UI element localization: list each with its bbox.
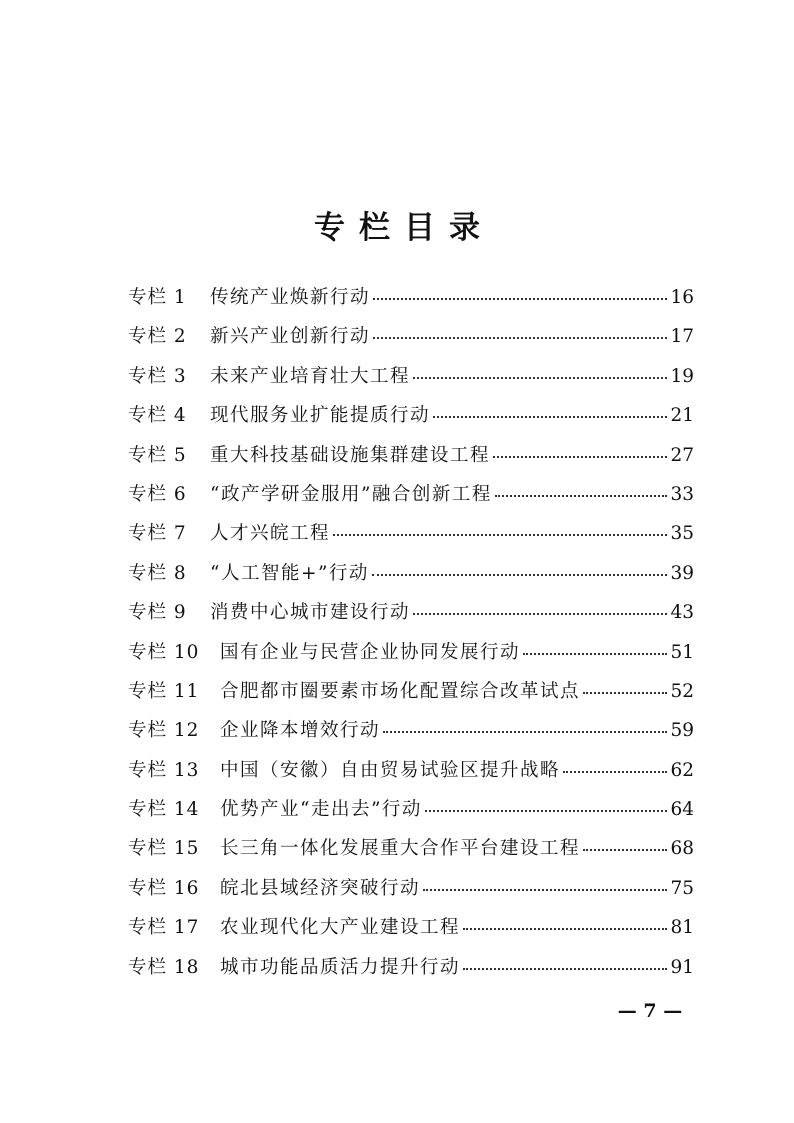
dot-leader [413, 377, 667, 379]
toc-entry-page: 35 [670, 523, 694, 545]
toc-entry[interactable] [128, 283, 694, 322]
toc-entry-label: 专栏 13 [128, 759, 200, 781]
toc-entry-label: 专栏 16 [128, 877, 200, 899]
toc-entry-title: 新兴产业创新行动 [210, 326, 371, 348]
toc-entry-page: 52 [670, 680, 694, 702]
toc-entry-page: 91 [670, 956, 694, 978]
toc-entry[interactable] [128, 638, 694, 677]
toc-entry[interactable] [128, 874, 694, 913]
toc-entry-title: “人工智能+”行动 [210, 562, 369, 584]
toc-entry-label: 专栏 8 [128, 562, 187, 584]
toc-entry-title: 合肥都市圈要素市场化配置综合改革试点 [220, 680, 581, 702]
dot-leader [493, 456, 667, 458]
toc-entry-label: 专栏 9 [128, 602, 187, 624]
toc-entry-label: 专栏 2 [128, 326, 187, 348]
toc-entry[interactable] [128, 480, 694, 519]
toc-entry-page: 16 [670, 287, 694, 308]
toc-entry[interactable] [128, 598, 694, 637]
toc-entry[interactable] [128, 362, 694, 401]
toc-entry[interactable] [128, 834, 694, 873]
dot-leader [583, 692, 667, 694]
toc-entry-page: 75 [670, 877, 694, 899]
page-title: 专栏目录 [314, 210, 494, 246]
toc-entry-label: 专栏 10 [128, 641, 200, 663]
toc-entry[interactable] [128, 401, 694, 440]
toc-entry-label: 专栏 7 [128, 523, 187, 545]
dot-leader [373, 337, 667, 339]
toc-entry-label: 专栏 15 [128, 838, 200, 860]
toc-entry-title: 未来产业培育壮大工程 [210, 365, 411, 387]
dot-leader [372, 574, 668, 576]
toc-entry[interactable] [128, 559, 694, 598]
toc-entry-page: 59 [670, 720, 694, 742]
toc-entry-title: 国有企业与民营企业协同发展行动 [220, 641, 521, 663]
toc-entry[interactable] [128, 913, 694, 952]
toc-entry-title: 优势产业“走出去”行动 [220, 799, 422, 821]
toc-entry-title: 人才兴皖工程 [210, 523, 331, 545]
dot-leader [383, 731, 667, 733]
toc-entry-label: 专栏 6 [128, 483, 187, 505]
toc-entry-title: 长三角一体化发展重大合作平台建设工程 [220, 838, 581, 860]
dot-leader [523, 653, 667, 655]
table-of-contents [128, 283, 694, 992]
dot-leader [425, 810, 668, 812]
toc-entry-label: 专栏 17 [128, 917, 200, 939]
dot-leader [463, 968, 667, 970]
toc-entry-label: 专栏 3 [128, 365, 187, 387]
toc-entry-label: 专栏 5 [128, 444, 187, 466]
toc-entry-page: 19 [670, 365, 694, 387]
toc-entry-title: 中国（安徽）自由贸易试验区提升战略 [220, 759, 561, 781]
toc-entry-label: 专栏 11 [128, 680, 200, 702]
toc-entry-page: 27 [670, 444, 694, 466]
toc-entry-title: “政产学研金服用”融合创新工程 [210, 483, 492, 505]
toc-entry-page: 43 [670, 602, 694, 624]
toc-entry-page: 21 [670, 405, 694, 427]
toc-entry-page: 39 [670, 562, 694, 584]
toc-entry[interactable] [128, 795, 694, 834]
toc-entry-page: 64 [670, 799, 694, 821]
toc-entry[interactable] [128, 953, 694, 992]
toc-entry-label: 专栏 4 [128, 405, 187, 427]
dot-leader [433, 416, 667, 418]
toc-entry[interactable] [128, 322, 694, 361]
toc-entry-page: 33 [670, 483, 694, 505]
toc-entry-title: 现代服务业扩能提质行动 [210, 405, 431, 427]
page-number: — 7 — [617, 1000, 683, 1022]
toc-entry[interactable] [128, 716, 694, 755]
toc-entry[interactable] [128, 756, 694, 795]
dot-leader [495, 495, 668, 497]
dot-leader [583, 849, 667, 851]
dot-leader [423, 889, 667, 891]
toc-entry-title: 农业现代化大产业建设工程 [220, 917, 461, 939]
dot-leader [463, 928, 667, 930]
dot-leader [333, 534, 667, 536]
dot-leader [563, 771, 667, 773]
toc-entry-page: 51 [670, 641, 694, 663]
toc-entry-title: 消费中心城市建设行动 [210, 602, 411, 624]
toc-entry-label: 专栏 12 [128, 720, 200, 742]
toc-entry-page: 81 [670, 917, 694, 939]
toc-entry-label: 专栏 18 [128, 956, 200, 978]
toc-entry[interactable] [128, 441, 694, 480]
toc-entry-title: 重大科技基础设施集群建设工程 [210, 444, 491, 466]
toc-entry-label: 专栏 1 [128, 287, 187, 308]
toc-entry[interactable] [128, 519, 694, 558]
toc-entry-title: 城市功能品质活力提升行动 [220, 956, 461, 978]
toc-entry-title: 皖北县域经济突破行动 [220, 877, 421, 899]
toc-entry-page: 68 [670, 838, 694, 860]
toc-entry[interactable] [128, 677, 694, 716]
toc-entry-page: 62 [670, 759, 694, 781]
toc-entry-title: 传统产业焕新行动 [210, 287, 371, 308]
toc-entry-title: 企业降本增效行动 [220, 720, 381, 742]
dot-leader [373, 298, 667, 300]
toc-entry-page: 17 [670, 326, 694, 348]
toc-entry-label: 专栏 14 [128, 799, 200, 821]
dot-leader [413, 613, 667, 615]
